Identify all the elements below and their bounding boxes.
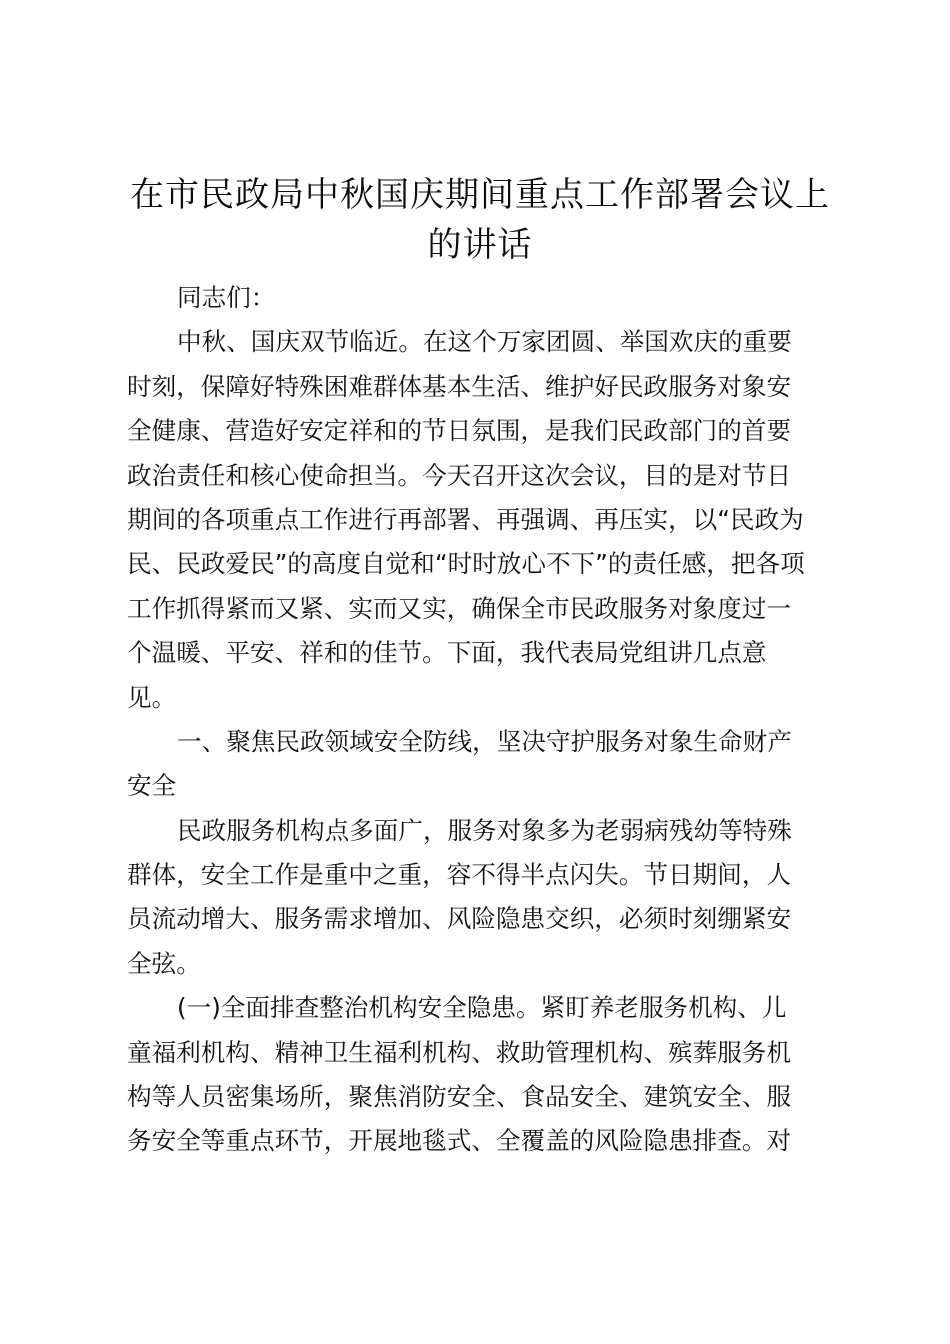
text-line: 群体，安全工作是重中之重，容不得半点闪失。节日期间，人 — [127, 860, 792, 890]
document-title — [120, 170, 840, 270]
text-line: 政治责任和核心使命担当。今天召开这次会议，目的是对节日 — [127, 460, 792, 490]
text-line: 见。 — [127, 682, 177, 712]
text-line: 工作抓得紧而又紧、实而又实，确保全市民政服务对象度过一 — [127, 593, 792, 623]
text-line: 期间的各项重点工作进行再部署、再强调、再压实，以“民政为 — [127, 504, 804, 534]
paragraph-safety — [127, 809, 832, 987]
text-line: 员流动增大、服务需求增加、风险隐患交织，必须时刻绷紧安 — [127, 904, 792, 934]
text-line: 民、民政爱民”的高度自觉和“时时放心不下”的责任感，把各项 — [127, 549, 805, 579]
paragraph-intro — [127, 320, 832, 720]
text-line: 童福利机构、精神卫生福利机构、救助管理机构、殡葬服务机 — [127, 1037, 792, 1067]
text-line: 全健康、营造好安定祥和的节日氛围，是我们民政部门的首要 — [127, 416, 792, 446]
text-line: 构等人员密集场所，聚焦消防安全、食品安全、建筑安全、服 — [127, 1082, 792, 1112]
text-line: 时刻，保障好特殊困难群体基本生活、维护好民政服务对象安 — [127, 371, 792, 401]
heading-line: 安全 — [127, 771, 177, 801]
salutation: 同志们： — [177, 283, 276, 312]
paragraph-subsection-1 — [127, 986, 832, 1164]
document-body — [127, 276, 832, 1164]
text-line: 个温暖、平安、祥和的佳节。下面，我代表局党组讲几点意 — [127, 638, 767, 668]
text-line: 中秋、国庆双节临近。在这个万家团圆、举国欢庆的重要 — [177, 327, 792, 357]
text-line: 全弦。 — [127, 948, 201, 978]
text-line: 民政服务机构点多面广，服务对象多为老弱病残幼等特殊 — [177, 815, 792, 845]
title-line: 的讲话 — [427, 225, 533, 265]
title-line: 在市民政局中秋国庆期间重点工作部署会议上 — [130, 175, 830, 215]
heading-line: 一、聚焦民政领域安全防线，坚决守护服务对象生命财产 — [177, 726, 792, 756]
text-line: (一)全面排查整治机构安全隐患。紧盯养老服务机构、儿 — [177, 993, 787, 1023]
section-heading-1 — [127, 720, 832, 809]
text-line: 务安全等重点环节，开展地毯式、全覆盖的风险隐患排查。对 — [127, 1126, 792, 1156]
